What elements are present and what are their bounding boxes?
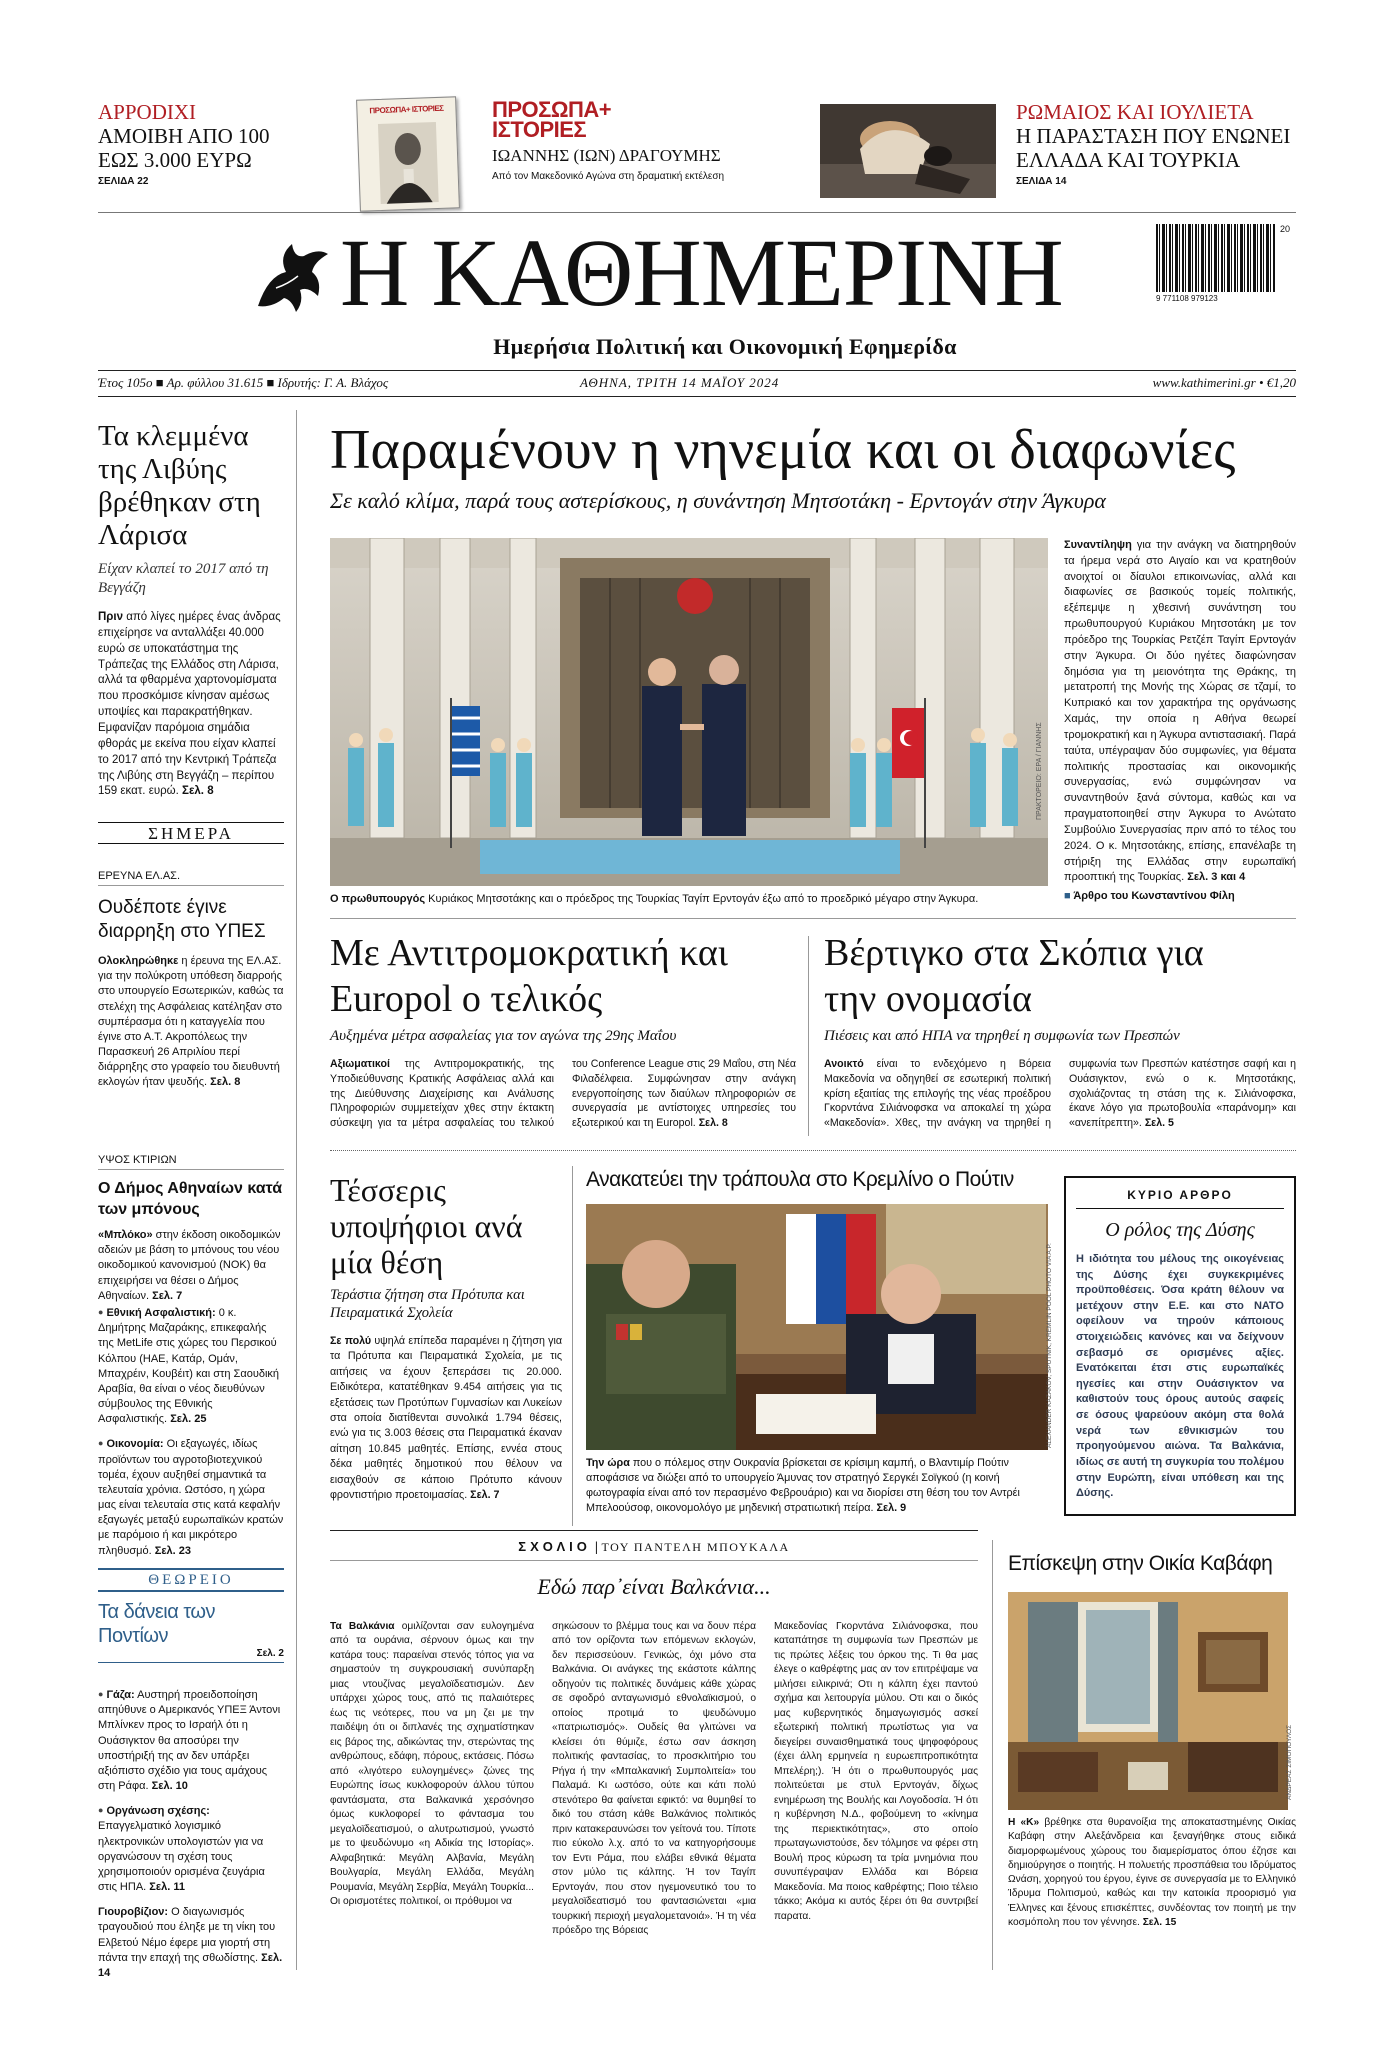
- putin-ref[interactable]: Σελ. 9: [876, 1502, 907, 1515]
- skopia-ref[interactable]: Σελ. 5: [1144, 1117, 1174, 1130]
- today-label: ΣΗΜΕΡΑ: [142, 824, 240, 843]
- lead-side-lead: Συναντίληψη: [1064, 539, 1132, 551]
- candidates-body: [330, 1334, 562, 1503]
- lead-caption: [330, 892, 1048, 907]
- cavafy-divider: [992, 1540, 993, 1970]
- comment-header: ΣΧΟΛΙΟ | ΤΟΥ ΠΑΝΤΕΛΗ ΜΠΟΥΚΑΛΑ: [518, 1539, 790, 1555]
- skopia-lead: Ανοικτό: [824, 1058, 864, 1070]
- eras-kicker: ΕΡΕΥΝΑ ΕΛ.ΑΣ.: [98, 870, 284, 886]
- masthead-rule-bottom: [98, 396, 1296, 397]
- ypsos-story[interactable]: [98, 1154, 284, 1304]
- brief-lead: ● Οικονομία:: [98, 1438, 164, 1450]
- teaser-left-page: ΣΕΛΙΔΑ 22: [98, 176, 149, 187]
- briefs2-list: [98, 1688, 284, 1981]
- mid-dotted-rule: [330, 1150, 1296, 1151]
- ypsos-kicker: ΥΨΟΣ ΚΤΙΡΙΩΝ: [98, 1154, 284, 1170]
- eras-story[interactable]: [98, 870, 284, 1091]
- eras-headline: Ουδέποτε έγινε διαρρηξη στο ΥΠΕΣ: [98, 897, 266, 942]
- europol-headline: Με Αντιτρομοκρατική και Europol ο τελικός: [330, 932, 729, 1020]
- brief-text: Οι εξαγωγές, ιδίως προϊόντων του αγροτοβιοτεχνικού τομέα, έχουν αυξηθεί σημαντικά τα τελευταία χρόνια. Ωστόσο, η χώρα μας είναι τελευταία στις κατά κεφαλήν εξαγωγές μεταξύ ευρωπαϊκών κρατών με παρόμοιο ή και μικρότερο πληθυσμό.: [98, 1438, 284, 1557]
- libya-headline: Τα κλεμμένα της Λιβύης βρέθηκαν στη Λάρισα: [98, 420, 261, 551]
- comment-col-1-text: ομιλίζονται σαν ευλογημένα από τα ουράνια, σέρνουν όμως και την κατάρα τους: παραείναι στενός τόπος για να σημαστούν τη συγκρουσιακή συνύπαρξη μιας ντουζίνας μεγαλοϊδεατισμών. Δεν υπάρχει χώρος τους, από τις παλαιότερες έως τις νεότερες, που να μη ζει με την παιδέψη ότι οι διπλανές της σχηματίστηκαν εις βάρος της, αδικώντας την, στερώντας της ανθρώπους, εδάφη, πόρους, εκτάσεις. Πόσω από «λιγότερο ευλογημένες» ζώνες της Ευρώπης ίσως κυκλοφορούν άλλου τύπου φαντάσματα, στα Βαλκανικά χερσόνησο όμως κυκλοφορεί το φάντασμα του μεγαλοϊδεατισμού, ο αλυτρωτισμού, γνωστό με το ψευδώνυμο «η Αδικία της Ιστορίας». Αλφαβητικά: Μεγάλη Αλβανία, Μεγάλη Βουλγαρία, Μεγάλη Ελλάδα, Μεγάλη Ρουμανία, Μεγάλη Σερβία, Μεγάλη Τουρκία... Οι ορισμοτέτες πολιτικοί, οι πρόθυμοι να: [330, 1621, 534, 1908]
- brief-ref[interactable]: Σελ. 11: [149, 1881, 185, 1894]
- skopia-story[interactable]: [824, 930, 1296, 1131]
- europol-ref[interactable]: Σελ. 8: [698, 1117, 728, 1130]
- barcode: [1156, 224, 1296, 308]
- lead-caption-text: Κυριάκος Μητσοτάκης και ο πρόεδρος της Τουρκίας Ταγίπ Ερντογάν έξω από το προεδρικό μέγαρο στην Άγκυρα.: [425, 893, 979, 905]
- putin-photo[interactable]: [586, 1204, 1048, 1450]
- brief-text: 0 κ. Δημήτρης Μαζαράκης, επικεφαλής της MetLife στις χώρες του Περσικού Κόλπου (ΗΑΕ, Κατάρ, Ομάν, Μπαχρέιν, Κουβέιτ) και στη Σαουδική Αραβία, θα είναι ο νέος διευθύνων σύμβουλος της Εθνικής Ασφαλιστικής.: [98, 1307, 280, 1426]
- libya-ref[interactable]: Σελ. 8: [182, 785, 214, 798]
- briefs-list: [98, 1306, 284, 1559]
- griffin-logo-icon: [248, 236, 334, 318]
- teaser-mid[interactable]: [492, 97, 792, 182]
- putin-caption-text: που ο πόλεμος στην Ουκρανία βρίσκεται σε κρίσιμη καμπή, ο Βλαντιμίρ Πούτιν αποφάσισε να διώξει από το υπουργείο Άμυνας τον στρατηγό Σεργκέι Σοϊγκού (η κοινή φωτογραφία είναι από τον περασμένο Φεβρουάριο) και να διορίσει στη θέση του τον Αντρέι Μπελοούσοφ, οικονομολόγο με μηδενική στρατιωτική πείρα.: [586, 1457, 1020, 1515]
- teaser-mid-title: ΙΩΑΝΝΗΣ (ΙΩΝ) ΔΡΑΓΟΥΜΗΣ: [492, 146, 721, 165]
- eras-ref[interactable]: Σελ. 8: [210, 1076, 241, 1089]
- libya-sub: Είχαν κλαπεί το 2017 από τη Βεγγάζη: [98, 561, 269, 596]
- theoreio-ref: Σελ. 2: [98, 1648, 284, 1663]
- comment-header-rule: [330, 1560, 978, 1561]
- brief-item[interactable]: [98, 1905, 284, 1981]
- lead-side-ref[interactable]: Σελ. 3 και 4: [1187, 871, 1246, 884]
- comment-author: ΤΟΥ ΠΑΝΤΕΛΗ ΜΠΟΥΚΑΛΑ: [601, 1540, 790, 1554]
- teaser-right-page: ΣΕΛΙΔΑ 14: [1016, 176, 1067, 187]
- brief-item[interactable]: [98, 1804, 284, 1895]
- editorial-body: Η ιδιότητα του μέλους της οικογένειας της Δύσης έχει συγκεκριμένες προϋποθέσεις. Όσα κράτη θέλουν να μετέχουν στην Ε.Ε. και στο ΝΑΤΟ οφείλουν να τηρούν κάποιους στοιχειώδεις κανόνες και να δείχνουν σεβασμό σε ορισμένες αξίες. Ενατόκειται έτσι στις ευρωπαϊκές ηγεσίες και στην Ουάσιγκτον να καθιστούν τους όρους αυτούς σαφείς σε όσους ψαρεύουν ακόμη στα θολά νερά των εθνικισμών του προηγούμενου αιώνα. Τα Βαλκάνια, ιδίως σε αυτή τη συγκυρία του πολέμου στην Ευρώπη, είναι υπόθεση και της Δύσης.: [1076, 1253, 1284, 1500]
- lead-side-footer-text: Άρθρο του Κωνσταντίνου Φίλη: [1073, 890, 1235, 902]
- barcode-issue: 20: [1279, 224, 1290, 234]
- lead-photo[interactable]: [330, 538, 1048, 886]
- candidates-sub: Τεράστια ζήτηση στα Πρότυπα και Πειραματικά Σχολεία: [330, 1287, 525, 1321]
- europol-lead: Αξιωματικοί: [330, 1058, 390, 1070]
- europol-story[interactable]: [330, 930, 796, 1131]
- brief-lead: Γιουροβίζιον:: [98, 1906, 169, 1919]
- brief-lead: ● Οργάνωση σχέσης:: [98, 1805, 210, 1817]
- masthead-title: Η ΚΑΘΗΜΕΡΙΝΗ: [340, 219, 1063, 326]
- comment-col-2: σηκώσουν το βλέμμα τους και να δουν πέρα από τον ορίζοντα των επόμενων εκλογών, δεν περισσεύουν. Γενικώς, όχι μόνο στα Βαλκάνια. Οι ανάγκες της εκάστοτε κάλπης οδηγούν τις πολιτικές δυνάμεις κάθε χώρας σε σφοδρό ανταγωνισμό εθνολαϊκισμού, ο οποίος προτιμά το ψευδώνυμο «πατριωτισμός». Ουδείς θα γλιτώνει να κλείσει ότι θύμιζε, έστω σαν άσκηση πολιτικής φαντασίας, το προσκλιτήριο του Ρήγα ή την «Μπαλκανική Συμπολιτεία» του Παλαμά. Κι ωστόσο, ούτε και κάτι πολύ στενότερο θα φαίνεται εφικτό: να θυμηθεί το δικό του στάση κάθε Βαλκάνιος πολιτικός πριν κατακεραυνώσει τον γείτονά του. Τίποτε πιο εύκολο λ.χ. από το να κατηγορήσουμε τον Εντι Ράμα, που ελάβει εθνικά θέματα στον μύλο τις κάλπης. Ή τον Ταγίπ Ερντογάν, που στον ηγεμονευτικό του το μεγαλοϊδεατισμό του φαντασιώνεται «μια τουρκική περιοχή μεγαλομετανοιά». Ή τη νέα πρόεδρο της Βόρειας: [552, 1621, 756, 1937]
- cavafy-photo-credit: ΑΝΔΡΕΑΣ ΣΙΜΟΠΟΥΛΟΣ: [1286, 1724, 1293, 1800]
- brief-ref[interactable]: Σελ. 25: [170, 1413, 207, 1426]
- ankara-palace-scene: [330, 538, 1048, 886]
- skopia-headline: Βέρτιγκο στα Σκόπια για την ονομασία: [824, 932, 1204, 1020]
- candidates-text: υψηλά επίπεδα παραμένει η ζήτηση για τα Πρότυπα και Πειραματικά Σχολεία, με τις αιτήσεις να έχουν ξεπεράσει τις 20.000. Ειδικότερα, κατατέθηκαν 9.454 αιτήσεις για τις εξετάσεις των Προτύπων Γυμνασίων και Λυκείων στα οποία διατίθενται συνολικά 1.794 θέσεις, ενώ για τις 3.003 θέσεις στα Πειραματικά έκαναν αίτηση 10.845 μαθητές. Επίσης, εννέα στους δέκα μαθητές δημοτικού που θέλουν να εισαχθούν σε κάποιο Πρότυπο κάνουν φροντιστήριο προετοιμασίας.: [330, 1335, 563, 1502]
- teaser-left-line2: ΕΩΣ 3.000 ΕΥΡΩ: [98, 148, 252, 172]
- book-portrait: [358, 117, 459, 208]
- ypsos-text: στην έκδοση οικοδομικών αδειών με βάση το μπόνους του νέου οικοδομικού κανονισμού (ΝΟΚ) θα επιχειρήσει να θέσει ο Δήμος Αθηναίων.: [98, 1229, 281, 1302]
- left-col-divider: [296, 410, 297, 1970]
- candidates-lead: Σε πολύ: [330, 1335, 372, 1347]
- candidates-story[interactable]: [330, 1172, 562, 1503]
- brief-lead: ● Εθνική Ασφαλιστική:: [98, 1307, 216, 1319]
- theoreio-label-bar: [98, 1568, 284, 1592]
- skopia-sub: Πιέσεις και από ΗΠΑ να τηρηθεί η συμφωνία των Πρεσπών: [824, 1028, 1180, 1044]
- candidates-ref[interactable]: Σελ. 7: [470, 1489, 500, 1502]
- candidates-divider: [572, 1166, 573, 1526]
- putin-caption: [586, 1456, 1056, 1516]
- meta-right[interactable]: www.kathimerini.gr • €1,20: [1152, 375, 1296, 390]
- lead-headline[interactable]: Παραμένουν η νηνεμία και οι διαφωνίες: [330, 419, 1236, 481]
- comment-label: ΣΧΟΛΙΟ: [518, 1539, 591, 1554]
- europol-body: [330, 1057, 796, 1131]
- lead-sub: Σε καλό κλίμα, παρά τους αστερίσκους, η συνάντηση Μητσοτάκη - Ερντογάν στην Άγκυρα: [330, 488, 1106, 513]
- europol-text: της Αντιτρομοκρατικής, της Υποδιεύθυνσης Κρατικής Ασφάλειας αλλά και της Διεύθυνσης Διαχείρισης και Ανάλυσης Πληροφοριών συμμετείχαν χθες στην έκτακτη σύσκεψη για τα μέτρα ασφαλείας του τελικού του Conference League στις 29 Μαΐου, στη Νέα Φιλαδέλφεια. Συμφώνησαν στην ανάγκη ενεργοποίησης των διαύλων πληροφοριών σε συνεργασία με αντίστοιχες υπηρεσίες του εξωτερικού και τη Europol.: [330, 1058, 796, 1130]
- teaser-mid-sub: Από τον Μακεδονικό Αγώνα στη δραματική εκτέλεση: [492, 171, 725, 182]
- teaser-left-line1: ΑΜΟΙΒΗ ΑΠΟ 100: [98, 124, 270, 148]
- theoreio-label: ΘΕΩΡΕΙΟ: [148, 1572, 234, 1588]
- teaser-right-line2: ΕΛΛΑΔΑ ΚΑΙ ΤΟΥΡΚΙΑ: [1016, 148, 1241, 172]
- teaser-mid-brand2: ΙΣΤΟΡΙΕΣ: [492, 117, 587, 142]
- barcode-bars: [1156, 224, 1276, 292]
- cavafy-ref[interactable]: Σελ. 15: [1142, 1916, 1177, 1928]
- brief-item[interactable]: [98, 1437, 284, 1558]
- comment-title[interactable]: Εδώ παρ᾽είναι Βαλκάνια...: [537, 1574, 771, 1599]
- editorial-title: Ο ρόλος της Δύσης: [1105, 1219, 1255, 1241]
- meta-center: ΑΘΗΝΑ, ΤΡΙΤΗ 14 ΜΑΪΟΥ 2024: [580, 375, 780, 390]
- top-divider: [98, 212, 1296, 213]
- theater-scene: [820, 104, 996, 198]
- book-brand: ΠΡΟΣΩΠΑ+ ΙΣΤΟΡΙΕΣ: [369, 103, 444, 116]
- teaser-right[interactable]: [1016, 100, 1306, 187]
- brief-ref[interactable]: Σελ. 14: [98, 1951, 283, 1979]
- eras-body: [98, 954, 284, 1091]
- libya-body: [98, 610, 284, 800]
- comment-col-1: [330, 1620, 534, 1910]
- lead-side-body: για την ανάγκη να διατηρηθούν τα ήρεμα νερά στο Αιγαίο και να κρατηθούν ανοιχτοί οι δίαυλοι επικοινωνίας, αλλά και διαφωνίες σε βασικούς τομείς πολιτικής, εξέπεμψε η χθεσινή συνάντηση του πρωθυπουργού Κυριάκου Μητσοτάκη με τον πρόεδρο της Τουρκίας Ρετζέπ Ταγίπ Ερντογάν στην Άγκυρα. Οι δύο ηγέτες διαφώνησαν δημόσια για τη μειονότητα της Θράκης, τη μετατροπή της Μονής της Χώρας σε τζαμί, το Κυπριακό και τον χαρακτήρα της οργάνωσης Χαμάς, την οποία η Αθήνα θεωρεί τρομοκρατική και η Άγκυρα αντιστασιακή. Παρά ταύτα, υπέγραψαν δύο συμφωνίες, για θέματα πολιτικής προστασίας και οικονομικής συνεργασίας, ενώ συμφώνησαν να συναντηθούν ξανά σύντομα, καθώς και να πραγματοποιηθεί στην Άγκυρα το Ανώτατο Συμβούλιο Συνεργασίας πριν από το τέλος του 2024. Ο κ. Μητσοτάκης, επίσης, επανέλαβε τη στήριξη της Ελλάδας στην ευρωπαϊκή προοπτική της Τουρκίας.: [1064, 539, 1296, 884]
- brief-item[interactable]: [98, 1688, 284, 1794]
- teaser-left[interactable]: [98, 100, 328, 187]
- today-label-box: [98, 822, 284, 844]
- teaser-right-photo[interactable]: [820, 104, 996, 198]
- cavafy-photo[interactable]: [1008, 1592, 1288, 1810]
- editorial-box[interactable]: [1064, 1176, 1296, 1516]
- brief-text: Ο διαγωνισμός τραγουδιού που έληξε με τη νίκη του Ελβετού Νέμο έφερε μια γιορτή στη πάντα την επαχή της σθωδίστης.: [98, 1906, 276, 1964]
- eras-text: η έρευνα της ΕΛ.ΑΣ. για την πολύκροτη υπόθεση διαρροής στο υπουργείο Εσωτερικών, καθώς τα στελέχη της Ασφάλειας κατέληξαν στο συμπέρασμα ότι η καταγγελία που έγινε στο Α.Τ. Ακροπόλεως την Παρασκευή 26 Απριλίου περί διάρρηξης στο γραφείο του διευθυντή εκλογών ήταν ψευδής.: [98, 955, 284, 1089]
- comment-top-rule: [330, 1530, 978, 1531]
- theoreio-box[interactable]: [98, 1568, 284, 1663]
- ypsos-ref[interactable]: Σελ. 7: [152, 1289, 183, 1302]
- masthead-subtitle: Ημερήσια Πολιτική και Οικονομική Εφημερίδα: [493, 334, 957, 359]
- comment-lead: Τα Βαλκάνια: [330, 1621, 395, 1632]
- brief-ref[interactable]: Σελ. 23: [154, 1544, 192, 1557]
- teaser-right-kicker: ΡΩΜΑΙΟΣ ΚΑΙ ΙΟΥΛΙΕΤΑ: [1016, 100, 1254, 124]
- ypsos-lead: «Μπλόκο»: [98, 1229, 153, 1241]
- libya-text: από λίγες ημέρες ένας άνδρας επιχείρησε να ανταλλάξει 40.000 ευρώ σε υποκατάστημα της Τράπεζας της Ελλάδος στη Λάρισα, αλλά τα φθαρμένα χαρτονομίσματα που προσκόμισε κίνησαν αμέσως υποψίες και παρακρατήθηκαν. Εμφανίζαν παρόμοια σημάδια φθοράς με εκείνα που είχαν κλαπεί το 2017 από την Κεντρική Τράπεζα της Λιβύης στη Βεγγάζη – περίπου 159 εκατ. ευρώ.: [98, 611, 281, 798]
- eras-lead: Ολοκληρώθηκε: [98, 955, 179, 967]
- lead-bottom-rule: [330, 918, 1296, 919]
- europol-skopia-divider: [808, 936, 809, 1136]
- skopia-body: [824, 1057, 1296, 1131]
- lead-side-text[interactable]: [1064, 538, 1296, 886]
- europol-sub: Αυξημένα μέτρα ασφαλείας για τον αγώνα της 29ης Μαΐου: [330, 1028, 677, 1044]
- putin-caption-lead: Την ώρα: [586, 1457, 630, 1469]
- teaser-right-line1: Η ΠΑΡΑΣΤΑΣΗ ΠΟΥ ΕΝΩΝΕΙ: [1016, 124, 1291, 148]
- teaser-left-kicker: ΑΡΡΟDΙΧΙ: [98, 100, 197, 124]
- brief-item[interactable]: [98, 1306, 284, 1427]
- meta-left: Έτος 105ο ■ Αρ. φύλλου 31.615 ■ Ιδρυτής: Γ. Α. Βλάχος: [98, 375, 389, 390]
- libya-story[interactable]: [98, 420, 284, 800]
- cavafy-caption-text: βρέθηκε στα θυρανοίξια της αποκαταστημένης Οικίας Καβάφη στην Αλεξάνδρεια και ξεναγήθηκε στους ειδικά διαμορφωμένους χώρους του διαμερίσματος όπου έζησε και δημιούργησε ο ποιητής. Η πολυετής προσπάθεια του Ιδρύματος Ωνάση, χορηγού του έργου, έγινε σε συνεργασία με το Ελληνικό Ίδρυμα Πολιτισμού, καθώς και την κατοικία προορισμό για Έλληνες και ξένους επισκέπτες, συνδέοντας τον ποιητή με την κοσμόπολη που τον γέννησε.: [1008, 1817, 1296, 1928]
- cavafy-caption: [1008, 1816, 1296, 1930]
- teaser-mid-brand1: ΠΡΟΣΩΠΑ+: [492, 97, 612, 122]
- cavafy-headline[interactable]: Επίσκεψη στην Οικία Καβάφη: [1008, 1552, 1273, 1575]
- kremlin-meeting-scene: [586, 1204, 1048, 1450]
- comment-col-3: Μακεδονίας Γκορντάνα Σιλιάνοφσκα, που καταπάτησε τη συμφωνία των Πρεσπών με τις πρώτες λέξεις του όρκου της. Τι θα μας έλεγε ο καθρέφτης μας αν τον επιτρέψαμε να μιλήσει ειλικρινά; Οτι η κάλπη έχει παντού σχήμα και λειτουργία μύλου. Οτι και ο δικός μας κυβερνητικός δημαγωγισμός ασκεί εξωτερική πολιτική πρωτίστως για να διεγείρει συναισθηματικά τους ψηφοφόρους (έχει άλλη ερμηνεία η ευρωεπιτροπικότητα Μπελέρη;). Ή ότι ο πρωθυπουργός μας πολιτεύεται με στυλ Ερντογάν, δίχως ενημέρωση της Βουλής και Λογοδοσία. Ή ότι η κυβέρνηση Ν.Δ., φοβούμενη το «κίνημα της περιεκτικότητας», στο οποίο πρωταγωνιστούσε, δεν τόλμησε να φέρει στη Βουλή προς κύρωση τα τρία μνημόνια που συνυπέγραψαν Ελλάδα και Βόρεια Μακεδονία. Μα ποιος καθρέφτης; Ποιο τέλειο τάκκο; Ακόμα κι αυτός ξέρει ότι θα συντριβεί παρατα.: [774, 1621, 978, 1922]
- teaser-mid-book[interactable]: [356, 96, 460, 211]
- putin-photo-credit: ALEXANDER KAZAKOV, SPUTNIK, KREMLIN POOL PHOTO VIA A.P.: [1046, 1243, 1053, 1448]
- libya-lead: Πριν: [98, 611, 124, 623]
- masthead-rule-top: [98, 370, 1296, 371]
- ypsos-headline: Ο Δήμος Αθηναίων κατά των μπόνους: [98, 1180, 283, 1218]
- brief-ref[interactable]: Σελ. 10: [151, 1780, 188, 1793]
- candidates-headline: Τέσσερις υποψήφιοι ανά μία θέση: [330, 1172, 523, 1280]
- brief-text: Επαγγελματικό λογισμικό ηλεκτρονικών υπολογιστών για να οργανώσουν τη σχέση τους χρησιμοποιούν ορισμένα ζευγάρια στις ΗΠΑ.: [98, 1820, 265, 1894]
- brief-text: Αυστηρή προειδοποίηση απηύθυνε ο Αμερικανός ΥΠΕΞ Άντονι Μπλίνκεν προς το Ισραήλ ότι η Ουάσιγκτον θα αποσύρει την υποστήριξή της αν δεν υπάρξει αξιόπιστο σχέδιο για τους αμάχους στη Ράφα.: [98, 1689, 281, 1793]
- cavafy-caption-lead: Η «Κ»: [1008, 1817, 1040, 1828]
- editorial-label: ΚΥΡΙΟ ΑΡΘΡΟ: [1076, 1188, 1284, 1209]
- lead-photo-credit: ΠΡΑΚΤΟΡΕΙΟ: EPA / ΓΙΑΝΝΗΣ: [1036, 722, 1043, 820]
- barcode-number: 9 771108 979123: [1156, 294, 1218, 303]
- putin-headline[interactable]: Ανακατεύει την τράπουλα στο Κρεμλίνο ο Πούτιν: [586, 1168, 1014, 1191]
- cavafy-room-scene: [1008, 1592, 1288, 1810]
- ypsos-body: [98, 1228, 284, 1304]
- skopia-text: είναι το ενδεχόμενο η Βόρεια Μακεδονία να οδηγηθεί σε εσωτερική πολιτική κρίση εξαιτίας της επιλογής της νέας προέδρου Γκορντάνα Σιλιάνοφσκα να αποκαλεί τη χώρα «Μακεδονία». Χθες, την ανάγκη να τηρηθεί η συμφωνία των Πρεσπών κατέστησε σαφή και η Ουάσιγκτον, ενώ ο κ. Μητσοτάκης, σχολιάζοντας τη στάση της κ. Σιλιάνοφσκα, έκανε λόγο για πρωτοβουλία «παράνομη» και «ανεπίτρεπτη».: [824, 1058, 1296, 1130]
- brief-lead: ● Γάζα:: [98, 1689, 135, 1701]
- lead-side-footer[interactable]: ■ Άρθρο του Κωνσταντίνου Φίλη: [1064, 890, 1235, 902]
- lead-caption-lead: Ο πρωθυπουργός: [330, 893, 426, 905]
- theoreio-headline: Τα δάνεια των Ποντίων: [98, 1601, 216, 1647]
